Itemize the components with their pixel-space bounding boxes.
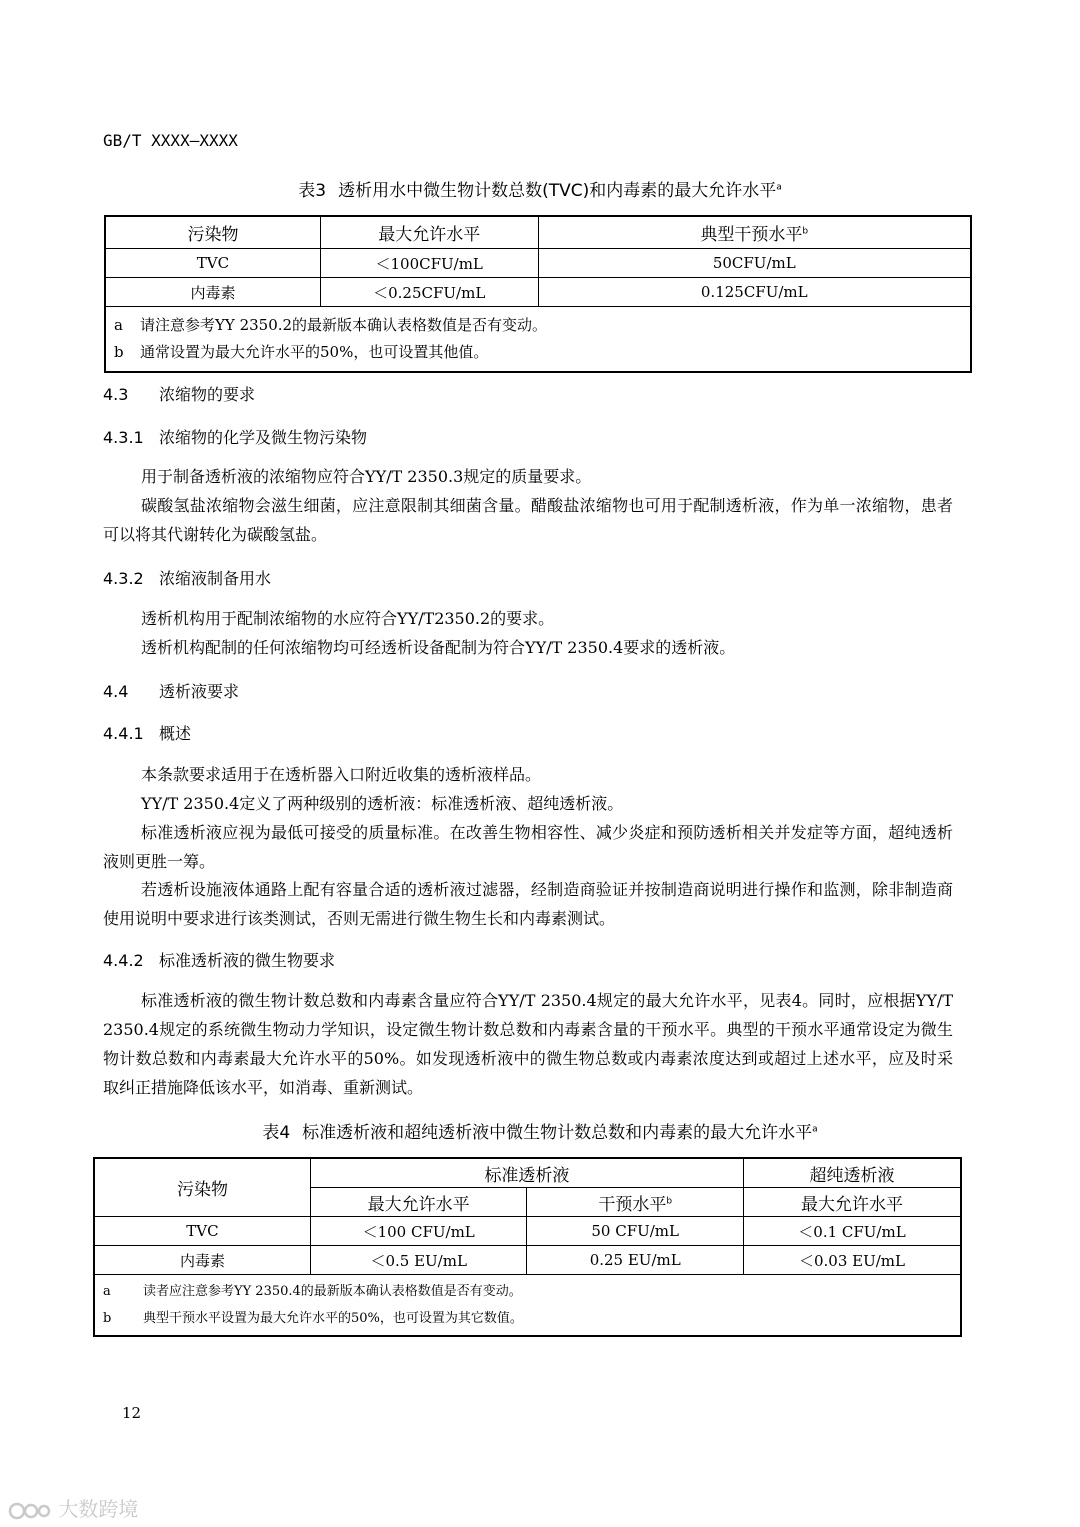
table3-cell-name: TVC [105, 249, 320, 278]
table3-notes [105, 307, 971, 373]
table3-note-a: a 请注意参考YY 2350.2的最新版本确认表格数值是否有变动。 [114, 316, 548, 334]
table-row [94, 1246, 961, 1275]
table3-cell-typical: 50CFU/mL [538, 249, 971, 278]
page-number: 12 [122, 1404, 142, 1422]
table-row [94, 1217, 961, 1246]
section-heading-4-4-2: 4.4.2 标准透析液的微生物要求 [103, 951, 336, 970]
table4-note-b: b 典型干预水平设置为最大允许水平的50%，也可设置为其它数值。 [103, 1311, 523, 1326]
table4-cell-name: 内毒素 [94, 1246, 310, 1275]
paragraph: 透析机构配制的任何浓缩物均可经透析设备配制为符合YY/T 2350.4要求的透析液。 [141, 638, 736, 657]
section-heading-4-3-2: 4.3.2 浓缩液制备用水 [103, 569, 272, 588]
table3-cell-max: ＜0.25CFU/mL [320, 278, 538, 307]
table4-cell-std-max: ＜100 CFU/mL [310, 1217, 527, 1246]
watermark-text: 大数跨境 [58, 1497, 139, 1521]
table4-cell-up-max: ＜0.1 CFU/mL [743, 1217, 961, 1246]
table-row [105, 278, 971, 307]
table4-note-a: a 读者应注意参考YY 2350.4的最新版本确认表格数值是否有变动。 [103, 1284, 522, 1299]
table4-cell-std-max: ＜0.5 EU/mL [310, 1246, 527, 1275]
watermark-logo-icon [8, 1500, 52, 1522]
paragraph: YY/T 2350.4定义了两种级别的透析液：标准透析液、超纯透析液。 [141, 794, 624, 813]
table3-number: 表3 [298, 181, 327, 201]
table3-title: 透析用水中微生物计数总数(TVC)和内毒素的最大允许水平 [338, 181, 777, 201]
table4-header-std-intervention: 干预水平$^b$ [527, 1188, 744, 1217]
table4-header-up-max: 最大允许水平 [743, 1188, 961, 1217]
paragraph: 若透析设施液体通路上配有容量合适的透析液过滤器，经制造商验证并按制造商说明进行操作和监测，除非制造商使用说明中要求进行该类测试，否则无需进行微生物生长和内毒素测试。 [103, 880, 953, 928]
paragraph: 本条款要求适用于在透析器入口附近收集的透析液样品。 [141, 765, 542, 784]
table4-header-row [94, 1158, 961, 1188]
table3-header-typical: 典型干预水平$^b$ [538, 216, 971, 249]
table3-header-max: 最大允许水平 [320, 216, 538, 249]
table4-header-std-max: 最大允许水平 [310, 1188, 527, 1217]
table4 [93, 1157, 962, 1337]
table-row [105, 249, 971, 278]
section-heading-4-4: 4.4 透析液要求 [103, 682, 240, 701]
table3-note-b: b 通常设置为最大允许水平的50%，也可设置其他值。 [114, 343, 489, 361]
table3-title-sup: a [776, 182, 782, 193]
table4-header-ultrapure: 超纯透析液 [743, 1158, 961, 1188]
paragraph: 标准透析液应视为最低可接受的质量标准。在改善生物相容性、减少炎症和预防透析相关并发症等方面，超纯透析液则更胜一筹。 [103, 823, 953, 871]
table4-title-sup: a [812, 1124, 818, 1135]
table3-header-pollutant: 污染物 [105, 216, 320, 249]
table4-notes [94, 1275, 961, 1337]
table4-header-pollutant: 污染物 [94, 1158, 310, 1217]
paragraph: 标准透析液的微生物计数总数和内毒素含量应符合YY/T 2350.4规定的最大允许水平，见表4。同时，应根据YY/T 2350.4规定的系统微生物动力学知识，设定微生物计数总数和内毒素含量的干预水平。典型的干预水平通常设定为微生物计数总数和内毒素最大允许水平的50%。如发现透析液中的微生物总数或内毒素浓度达到或超过上述水平，应及时采取纠正措施降低该水平，如消毒、重新测试。 [103, 991, 953, 1097]
table3-cell-max: ＜100CFU/mL [320, 249, 538, 278]
table3 [104, 215, 972, 373]
table4-header-standard: 标准透析液 [310, 1158, 743, 1188]
table4-cell-std-intervention: 0.25 EU/mL [527, 1246, 744, 1275]
section-heading-4-3-1: 4.3.1 浓缩物的化学及微生物污染物 [103, 428, 368, 447]
table4-title: 标准透析液和超纯透析液中微生物计数总数和内毒素的最大允许水平 [302, 1123, 813, 1143]
table3-notes-row [105, 307, 971, 373]
table4-number: 表4 [262, 1123, 291, 1143]
document-code: GB/T XXXX—XXXX [103, 131, 238, 150]
watermark [8, 1493, 138, 1522]
section-heading-4-3: 4.3 浓缩物的要求 [103, 385, 256, 404]
table3-caption [0, 176, 1080, 201]
table3-cell-name: 内毒素 [105, 278, 320, 307]
paragraph: 透析机构用于配制浓缩物的水应符合YY/T2350.2的要求。 [141, 609, 555, 628]
table4-cell-std-intervention: 50 CFU/mL [527, 1217, 744, 1246]
table4-cell-up-max: ＜0.03 EU/mL [743, 1246, 961, 1275]
paragraph: 碳酸氢盐浓缩物会滋生细菌，应注意限制其细菌含量。醋酸盐浓缩物也可用于配制透析液，作为单一浓缩物，患者可以将其代谢转化为碳酸氢盐。 [103, 496, 953, 544]
section-heading-4-4-1: 4.4.1 概述 [103, 724, 192, 743]
table4-caption [0, 1118, 1080, 1143]
table4-notes-row [94, 1275, 961, 1337]
table4-cell-name: TVC [94, 1217, 310, 1246]
paragraph: 用于制备透析液的浓缩物应符合YY/T 2350.3规定的质量要求。 [141, 467, 592, 486]
table3-header-row [105, 216, 971, 249]
table3-cell-typical: 0.125CFU/mL [538, 278, 971, 307]
